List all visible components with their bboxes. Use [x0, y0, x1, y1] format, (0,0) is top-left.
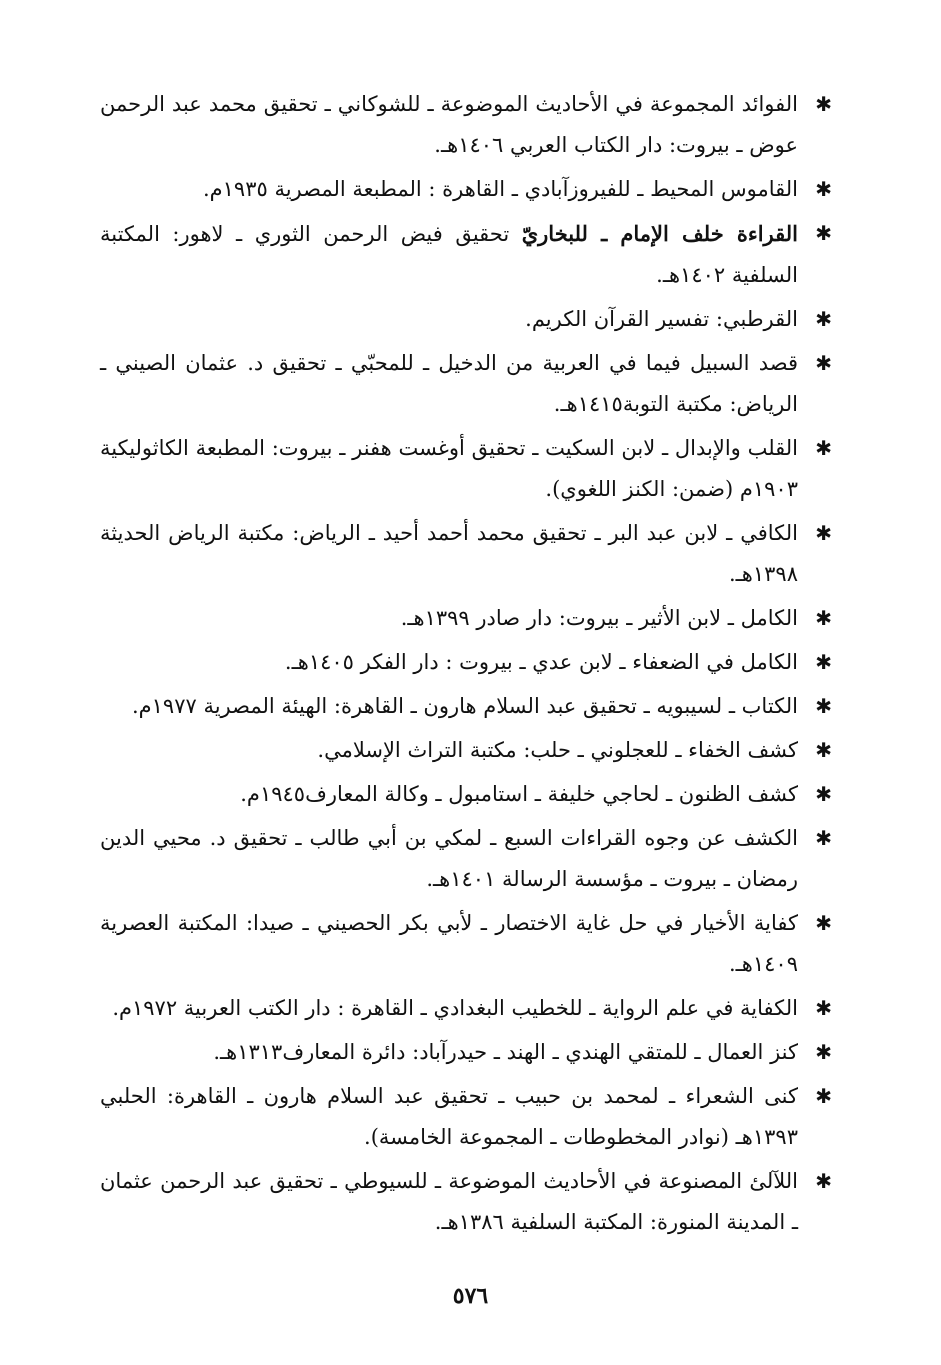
- entry-text: الكشف عن وجوه القراءات السبع ـ لمكي بن أبي طالب ـ تحقيق د. محيي الدين رمضان ـ بيروت ـ مؤسسة الرسالة ١٤٠١هـ.: [100, 826, 798, 891]
- entry-text: الكفاية في علم الرواية ـ للخطيب البغدادي ـ القاهرة : دار الكتب العربية ١٩٧٢م.: [112, 996, 798, 1020]
- entry-text: كشف الخفاء ـ للعجلوني ـ حلب: مكتبة التراث الإسلامي.: [317, 738, 798, 762]
- asterisk-bullet-icon: ✱: [815, 650, 832, 674]
- bibliography-entry: [100, 84, 836, 166]
- bibliography-entry: [100, 1076, 836, 1158]
- entry-bold-title: القراءة خلف الإمام ـ للبخاريّ: [521, 221, 798, 246]
- entry-text: قصد السبيل فيما في العربية من الدخيل ـ للمحبّي ـ تحقيق د. عثمان الصيني ـ الرياض: مكتبة التوبة١٤١٥هـ.: [100, 351, 798, 416]
- bibliography-entry: [100, 299, 836, 340]
- entry-text: الفوائد المجموعة في الأحاديث الموضوعة ـ للشوكاني ـ تحقيق محمد عبد الرحمن عوض ـ بيروت: دار الكتاب العربي ١٤٠٦هـ.: [100, 92, 798, 157]
- asterisk-bullet-icon: ✱: [815, 1040, 832, 1064]
- asterisk-bullet-icon: ✱: [815, 606, 832, 630]
- bibliography-entry: [100, 598, 836, 639]
- bibliography-entry: [100, 903, 836, 985]
- asterisk-bullet-icon: ✱: [815, 521, 832, 545]
- bibliography-entry: [100, 730, 836, 771]
- bibliography-entry: [100, 1161, 836, 1243]
- bibliography-entry: [100, 686, 836, 727]
- entry-text: القلب والإبدال ـ لابن السكيت ـ تحقيق أوغست هفنر ـ بيروت: المطبعة الكاثوليكية ١٩٠٣م (ضمن: الكنز اللغوي).: [100, 436, 798, 501]
- bibliography-entry: [100, 213, 836, 296]
- bibliography-entry: [100, 428, 836, 510]
- entry-text: الكافي ـ لابن عبد البر ـ تحقيق محمد أحمد أحيد ـ الرياض: مكتبة الرياض الحديثة ١٣٩٨هـ.: [100, 521, 798, 586]
- asterisk-bullet-icon: ✱: [815, 92, 832, 116]
- asterisk-bullet-icon: ✱: [815, 1169, 832, 1193]
- asterisk-bullet-icon: ✱: [815, 996, 832, 1020]
- bibliography-entry: [100, 343, 836, 425]
- asterisk-bullet-icon: ✱: [815, 307, 832, 331]
- bibliography-entry: [100, 988, 836, 1029]
- asterisk-bullet-icon: ✱: [815, 1084, 832, 1108]
- entry-text: كنى الشعراء ـ لمحمد بن حبيب ـ تحقيق عبد السلام هارون ـ القاهرة: الحلبي ١٣٩٣هـ (نوادر المخطوطات ـ المجموعة الخامسة).: [100, 1084, 798, 1149]
- bibliography-list: [100, 84, 836, 1246]
- entry-text: الكتاب ـ لسيبويه ـ تحقيق عبد السلام هارون ـ القاهرة: الهيئة المصرية ١٩٧٧م.: [131, 694, 798, 718]
- bibliography-entry: [100, 774, 836, 815]
- asterisk-bullet-icon: ✱: [815, 221, 832, 245]
- entry-text: القرطبي: تفسير القرآن الكريم.: [525, 307, 798, 331]
- asterisk-bullet-icon: ✱: [815, 782, 832, 806]
- asterisk-bullet-icon: ✱: [815, 177, 832, 201]
- bibliography-entry: [100, 169, 836, 210]
- entry-text: الكامل ـ لابن الأثير ـ بيروت: دار صادر ١٣٩٩هـ.: [400, 606, 798, 630]
- bibliography-entry: [100, 818, 836, 900]
- page-number: ٥٧٦: [452, 1283, 489, 1309]
- bibliography-entry: [100, 513, 836, 595]
- entry-text: تحقيق فيض الرحمن الثوري ـ لاهور: المكتبة السلفية ١٤٠٢هـ.: [100, 222, 798, 287]
- entry-text: كفاية الأخيار في حل غاية الاختصار ـ لأبي بكر الحصيني ـ صيدا: المكتبة العصرية ١٤٠٩هـ.: [100, 911, 798, 976]
- entry-text: كنز العمال ـ للمتقي الهندي ـ الهند ـ حيدرآباد: دائرة المعارف١٣١٣هـ.: [213, 1040, 798, 1064]
- asterisk-bullet-icon: ✱: [815, 911, 832, 935]
- asterisk-bullet-icon: ✱: [815, 738, 832, 762]
- entry-text: الكامل في الضعفاء ـ لابن عدي ـ بيروت : دار الفكر ١٤٠٥هـ.: [284, 650, 798, 674]
- entry-text: القاموس المحيط ـ للفيروزآبادي ـ القاهرة : المطبعة المصرية ١٩٣٥م.: [202, 177, 798, 201]
- bibliography-entry: [100, 1032, 836, 1073]
- asterisk-bullet-icon: ✱: [815, 826, 832, 850]
- bibliography-entry: [100, 642, 836, 683]
- asterisk-bullet-icon: ✱: [815, 694, 832, 718]
- asterisk-bullet-icon: ✱: [815, 351, 832, 375]
- asterisk-bullet-icon: ✱: [815, 436, 832, 460]
- entry-text: كشف الظنون ـ لحاجي خليفة ـ استامبول ـ وكالة المعارف١٩٤٥م.: [240, 782, 798, 806]
- entry-text: اللآلئ المصنوعة في الأحاديث الموضوعة ـ للسيوطي ـ تحقيق عبد الرحمن عثمان ـ المدينة المنورة: المكتبة السلفية ١٣٨٦هـ.: [100, 1169, 798, 1234]
